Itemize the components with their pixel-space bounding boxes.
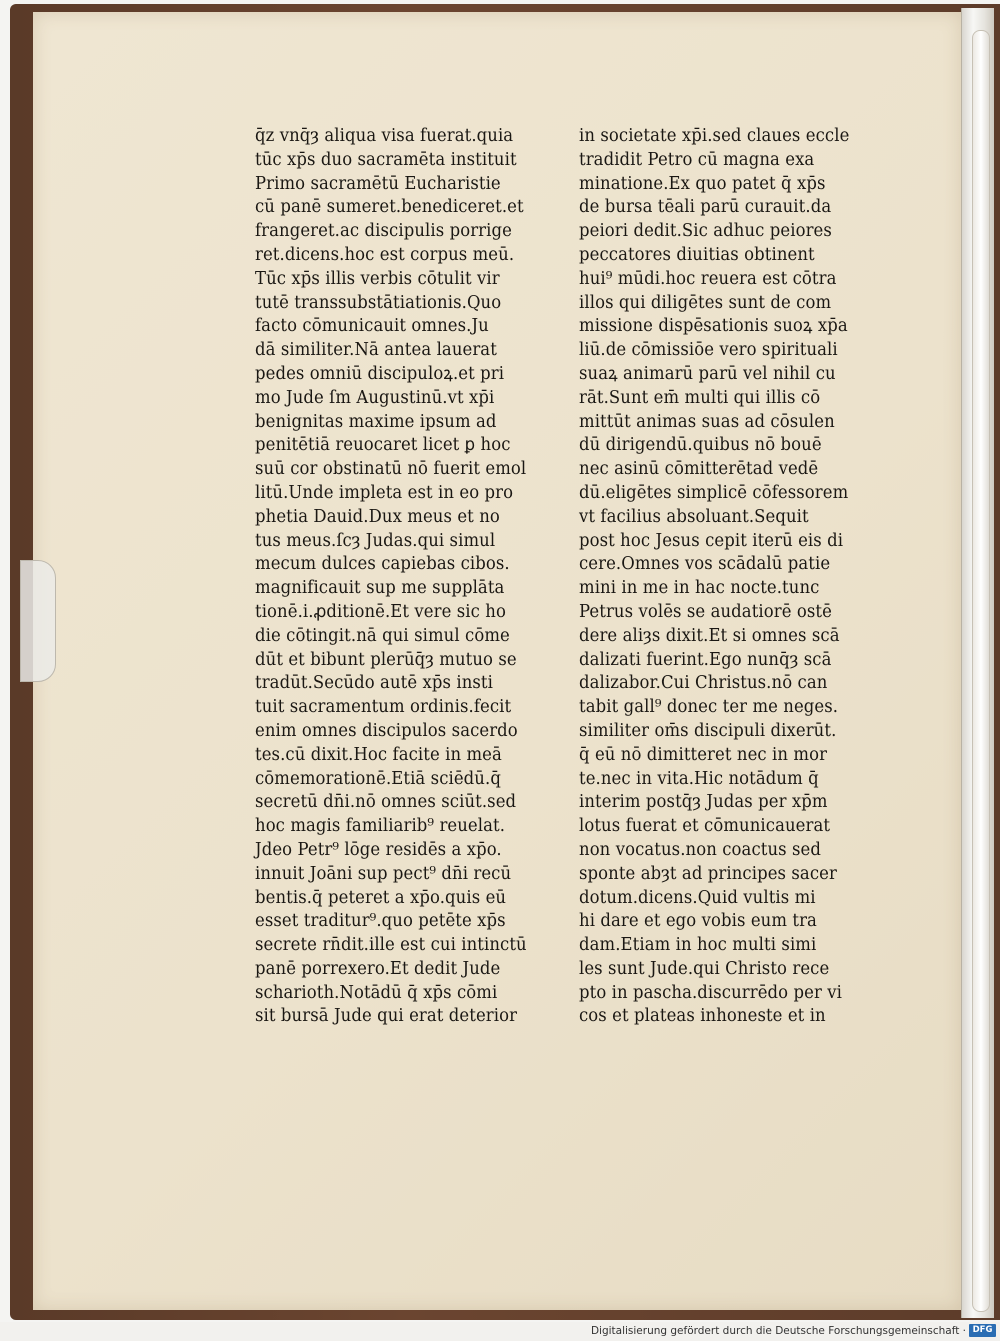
- text-line: Primo sacramētū Eucharistie: [255, 173, 501, 194]
- text-line: dalizati fuerint.Ego nunq̄ȝ scā: [579, 649, 832, 670]
- text-line: magnificauit sup me supplāta: [255, 578, 505, 599]
- text-line: ret.dicens.hoc est corpus meū.: [255, 244, 515, 265]
- text-line: dū dirigendū.quibus nō bouē: [579, 435, 822, 456]
- text-line: de bursa tēali parū curauit.da: [579, 197, 832, 218]
- text-line: vt facilius absoluant.Sequit: [579, 506, 809, 527]
- text-line: suaꝝ animarū parū vel nihil cu: [579, 363, 836, 384]
- text-line: tuit sacramentum ordinis.fecit: [255, 697, 512, 718]
- text-line: tradidit Petro cū magna exa: [579, 149, 815, 170]
- text-line: tūc xp̄s duo sacramēta instituit: [255, 149, 517, 170]
- text-line: te.nec in vita.Hic notādum q̄: [579, 768, 819, 789]
- text-line: minatione.Ex quo patet q̄ xp̄s: [579, 173, 826, 194]
- text-line: dam.Etiam in hoc multi simi: [579, 935, 817, 956]
- text-line: hui⁹ mūdi.hoc reuera est cōtra: [579, 268, 837, 289]
- text-line: q̄ eū nō dimitteret nec in mor: [579, 744, 828, 765]
- text-line: cōmemorationē.Etiā sciēdū.q̄: [255, 768, 501, 789]
- text-line: secretū dn̄i.nō omnes sciūt.sed: [255, 792, 517, 813]
- text-line: hi dare et ego vobis eum tra: [579, 911, 817, 932]
- text-line: die cōtingit.nā qui simul cōme: [255, 625, 510, 646]
- text-line: peiori dedit.Sic adhuc peiores: [579, 221, 832, 242]
- text-line: facto cōmunicauit omnes.Ju: [255, 316, 489, 337]
- text-line: rāt.Sunt em̄ multi qui illis cō: [579, 387, 821, 408]
- text-line: pto in pascha.discurrēdo per vi: [579, 982, 842, 1003]
- text-line: q̄z vnq̄ȝ aliqua visa fuerat.quia: [255, 126, 514, 146]
- digitization-credit: Digitalisierung gefördert durch die Deutsche Forschungsgemeinschaft ·: [590, 1325, 966, 1337]
- text-line: peccatores diuitias obtinent: [579, 244, 815, 265]
- text-block: [255, 125, 887, 1027]
- text-line: similiter om̄s discipuli dixerūt.: [579, 720, 837, 741]
- text-line: tes.cū dixit.Hoc facite in meā: [255, 744, 502, 765]
- text-line: tradūt.Secūdo autē xp̄s insti: [255, 673, 493, 694]
- text-line: dū.eligētes simplicē cōfessorem: [579, 482, 849, 503]
- text-line: enim omnes discipulos sacerdo: [255, 720, 518, 741]
- text-line: esset traditur⁹.quo petēte xp̄s: [255, 911, 506, 932]
- text-line: lotus fuerat et cōmunicauerat: [579, 816, 831, 837]
- text-line: panē porrexero.Et dedit Jude: [255, 958, 501, 979]
- text-line: dā similiter.Nā antea lauerat: [255, 340, 497, 361]
- text-line: Petrus volēs se audatiorē ostē: [579, 601, 832, 622]
- text-line: les sunt Jude.qui Christo rece: [579, 958, 830, 979]
- text-line: mecum dulces capiebas cibos.: [255, 554, 510, 575]
- text-line: mini in me in hac nocte.tunc: [579, 578, 820, 599]
- text-line: nec asinū cōmitterētad vedē: [579, 459, 819, 480]
- text-line: mittūt animas suas ad cōsulen: [579, 411, 835, 432]
- right-column: [579, 125, 887, 1027]
- text-line: interim postq̄ȝ Judas per xp̄m: [579, 792, 828, 813]
- text-line: cū panē sumeret.benediceret.et: [255, 197, 524, 218]
- text-line: tabit gall⁹ donec ter me neges.: [579, 697, 839, 718]
- text-line: sponte abȝt ad principes sacer: [579, 863, 837, 884]
- page-clip: [20, 560, 56, 682]
- text-line: tionē.i.ꝓditionē.Et vere sic ho: [255, 601, 506, 622]
- text-line: liū.de cōmissiōe vero spirituali: [579, 340, 838, 361]
- text-line: hoc magis familiarib⁹ reuelat.: [255, 816, 506, 837]
- text-line: non vocatus.non coactus sed: [579, 839, 822, 860]
- text-line: cos et plateas inhoneste et in: [579, 1006, 826, 1027]
- text-line: missione dispēsationis suoꝝ xp̄a: [579, 316, 848, 337]
- text-line: post hoc Jesus cepit iterū eis di: [579, 530, 844, 551]
- text-line: mo Jude ſm Augustinū.vt xp̄i: [255, 387, 495, 408]
- text-line: in societate xp̄i.sed claues eccle: [579, 126, 850, 146]
- text-line: tutē transsubstātiationis.Quo: [255, 292, 502, 313]
- text-line: litū.Unde impleta est in eo pro: [255, 482, 514, 503]
- dfg-logo: DFG: [969, 1324, 996, 1337]
- text-line: benignitas maxime ipsum ad: [255, 411, 497, 432]
- text-line: dūt et bibunt plerūq̄ȝ mutuo se: [255, 649, 517, 670]
- text-line: scharioth.Notādū q̄ xp̄s cōmi: [255, 982, 498, 1003]
- text-line: pedes omniū discipuloꝝ.et pri: [255, 363, 505, 384]
- binding-strap: [972, 30, 990, 1312]
- text-line: dalizabor.Cui Christus.nō can: [579, 673, 828, 694]
- text-line: dere aliȝs dixit.Et si omnes scā: [579, 625, 840, 646]
- text-line: sit bursā Jude qui erat deterior: [255, 1006, 518, 1027]
- text-line: bentis.q̄ peteret a xp̄o.quis eū: [255, 887, 507, 908]
- text-line: tus meus.ſcȝ Judas.qui simul: [255, 530, 496, 551]
- text-line: cere.Omnes vos scādalū patie: [579, 554, 831, 575]
- text-line: illos qui diligētes sunt de com: [579, 292, 832, 313]
- text-line: penitētiā reuocaret licet ꝑ hoc: [255, 435, 511, 456]
- text-line: dotum.dicens.Quid vultis mi: [579, 887, 816, 908]
- text-line: innuit Joāni sup pect⁹ dn̄i recū: [255, 863, 512, 884]
- text-line: Jdeo Petr⁹ lōge residēs a xp̄o.: [255, 839, 502, 860]
- text-line: phetia Dauid.Dux meus et no: [255, 506, 500, 527]
- text-line: secrete rn̄dit.ille est cui intinctū: [255, 935, 527, 956]
- left-column: [255, 125, 563, 1027]
- text-line: suū cor obstinatū nō fuerit emol: [255, 459, 527, 480]
- text-line: frangeret.ac discipulis porrige: [255, 221, 512, 242]
- text-line: Tūc xp̄s illis verbis cōtulit vir: [255, 268, 500, 289]
